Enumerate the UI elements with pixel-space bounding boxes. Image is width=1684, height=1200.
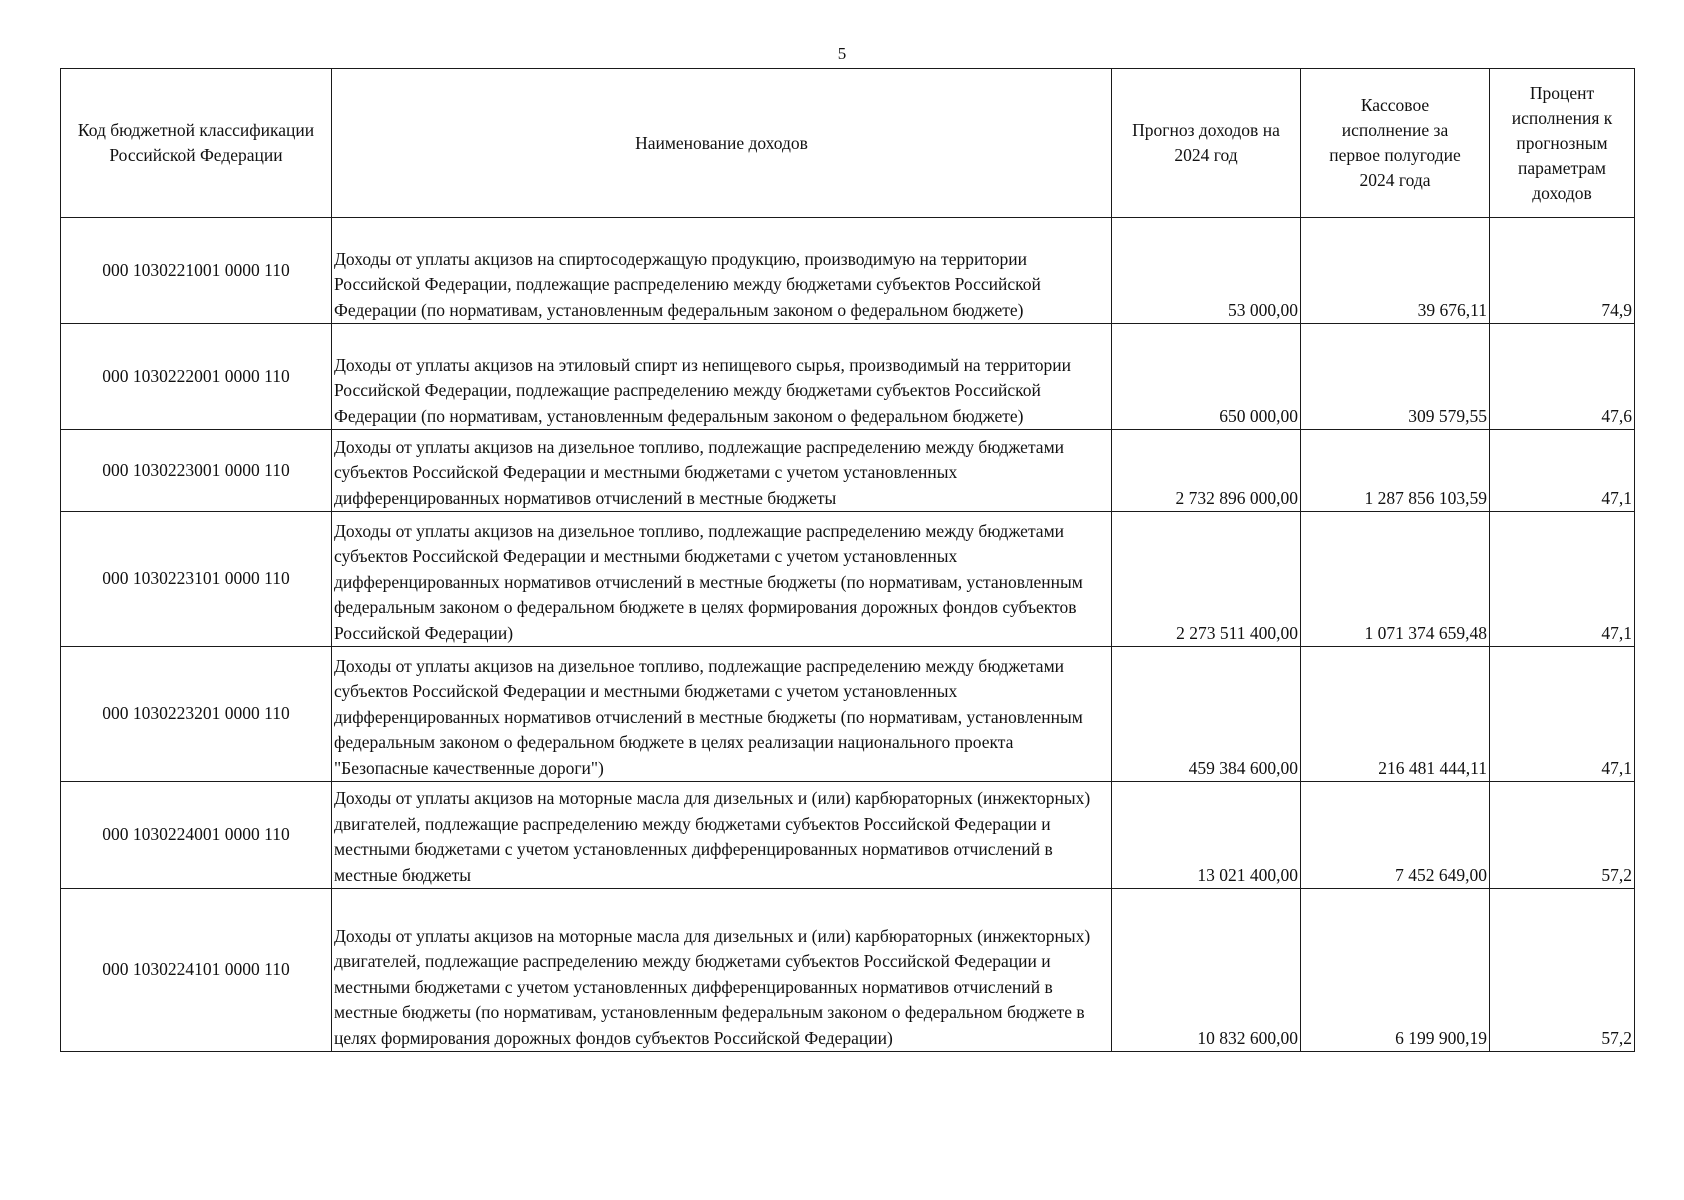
row-forecast: 53 000,00 [1112,218,1301,324]
table-row [61,512,1635,647]
row-percent: 74,9 [1490,218,1635,324]
header-percent: Процент исполнения к прогнозным параметрам доходов [1490,69,1635,218]
row-forecast: 13 021 400,00 [1112,782,1301,889]
row-cash: 1 287 856 103,59 [1301,430,1490,512]
table-row [61,218,1635,324]
row-name: Доходы от уплаты акцизов на этиловый спирт из непищевого сырья, производимый на территории Российской Федерации, подлежащие распределению между бюджетами субъектов Российской Федерации (по нормативам, установленным федеральным законом о федеральном бюджете) [332,324,1112,430]
row-name: Доходы от уплаты акцизов на дизельное топливо, подлежащие распределению между бюджетами субъектов Российской Федерации и местными бюджетами с учетом установленных дифференцированных нормативов отчислений в местные бюджеты [332,430,1112,512]
row-code: 000 1030222001 0000 110 [61,324,332,430]
revenue-table [60,68,1635,1052]
row-cash: 309 579,55 [1301,324,1490,430]
page-number: 5 [837,44,847,63]
table-header-row [61,69,1635,218]
row-cash: 39 676,11 [1301,218,1490,324]
row-cash: 1 071 374 659,48 [1301,512,1490,647]
row-code: 000 1030223001 0000 110 [61,430,332,512]
row-code: 000 1030223201 0000 110 [61,647,332,782]
header-name: Наименование доходов [332,69,1112,218]
table-row [61,324,1635,430]
header-forecast: Прогноз доходов на 2024 год [1112,69,1301,218]
row-percent: 57,2 [1490,782,1635,889]
row-cash: 6 199 900,19 [1301,889,1490,1052]
row-name: Доходы от уплаты акцизов на дизельное топливо, подлежащие распределению между бюджетами субъектов Российской Федерации и местными бюджетами с учетом установленных дифференцированных нормативов отчислений в местные бюджеты (по нормативам, установленным федеральным законом о федеральном бюджете в целях реализации национального проекта "Безопасные качественные дороги") [332,647,1112,782]
table-row [61,782,1635,889]
row-forecast: 459 384 600,00 [1112,647,1301,782]
row-cash: 7 452 649,00 [1301,782,1490,889]
row-name: Доходы от уплаты акцизов на моторные масла для дизельных и (или) карбюраторных (инжекторных) двигателей, подлежащие распределению между бюджетами субъектов Российской Федерации и местными бюджетами с учетом установленных дифференцированных нормативов отчислений в местные бюджеты (по нормативам, установленным федеральным законом о федеральном бюджете в целях формирования дорожных фондов субъектов Российской Федерации) [332,889,1112,1052]
header-code: Код бюджетной классификации Российской Федерации [61,69,332,218]
row-code: 000 1030224001 0000 110 [61,782,332,889]
row-name: Доходы от уплаты акцизов на дизельное топливо, подлежащие распределению между бюджетами субъектов Российской Федерации и местными бюджетами с учетом установленных дифференцированных нормативов отчислений в местные бюджеты (по нормативам, установленным федеральным законом о федеральном бюджете в целях формирования дорожных фондов субъектов Российской Федерации) [332,512,1112,647]
row-forecast: 2 732 896 000,00 [1112,430,1301,512]
table-row [61,430,1635,512]
row-cash: 216 481 444,11 [1301,647,1490,782]
table-row [61,889,1635,1052]
row-forecast: 2 273 511 400,00 [1112,512,1301,647]
header-cash: Кассовое исполнение за первое полугодие 2024 года [1301,69,1490,218]
row-percent: 57,2 [1490,889,1635,1052]
row-forecast: 650 000,00 [1112,324,1301,430]
row-percent: 47,1 [1490,512,1635,647]
row-code: 000 1030221001 0000 110 [61,218,332,324]
row-code: 000 1030224101 0000 110 [61,889,332,1052]
row-percent: 47,1 [1490,647,1635,782]
table-row [61,647,1635,782]
row-code: 000 1030223101 0000 110 [61,512,332,647]
row-name: Доходы от уплаты акцизов на моторные масла для дизельных и (или) карбюраторных (инжекторных) двигателей, подлежащие распределению между бюджетами субъектов Российской Федерации и местными бюджетами с учетом установленных дифференцированных нормативов отчислений в местные бюджеты [332,782,1112,889]
row-name: Доходы от уплаты акцизов на спиртосодержащую продукцию, производимую на территории Российской Федерации, подлежащие распределению между бюджетами субъектов Российской Федерации (по нормативам, установленным федеральным законом о федеральном бюджете) [332,218,1112,324]
row-percent: 47,6 [1490,324,1635,430]
row-percent: 47,1 [1490,430,1635,512]
row-forecast: 10 832 600,00 [1112,889,1301,1052]
